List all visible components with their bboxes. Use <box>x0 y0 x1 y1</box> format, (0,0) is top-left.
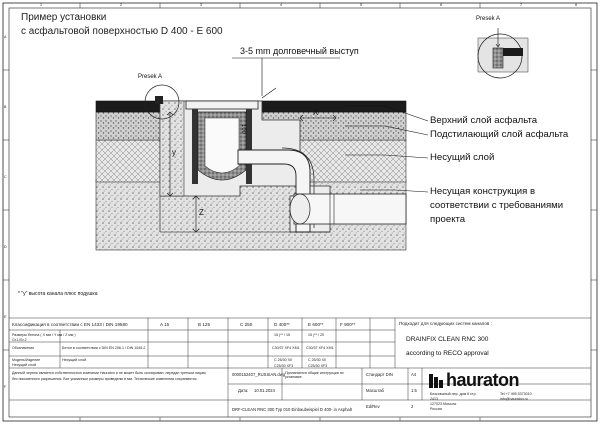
border-col-8: 8 <box>575 3 577 7</box>
note-designation: Обозначение <box>12 346 35 350</box>
date-value: 10.01.2024 <box>254 388 275 393</box>
row-base-layer: Несущий слой <box>62 358 87 362</box>
standard-label: Стандарт DIN <box>366 372 393 377</box>
dim-y: y <box>172 148 176 157</box>
company-country: Россия <box>430 407 442 411</box>
border-col-3: 3 <box>200 3 202 7</box>
class-b125: B 125 <box>198 322 211 327</box>
installation-instructions: Прилагаются общие инструкции по установке. <box>285 371 344 379</box>
file-name: DRF-CLEAN RNC 300 Тур 010 Einbaubeispiel D 400- in Asphalt <box>232 407 352 412</box>
border-col-7: 7 <box>520 3 522 7</box>
disclaimer-line2: без письменного разрешения. Все указанные размеры приведены в мм. Технические изменения сохраняются. <box>12 377 198 381</box>
inset-section-label: Presek A <box>476 16 501 22</box>
border-col-5: 5 <box>360 3 362 7</box>
row-classification: Классификация в соответствии с EN 1433 / DIN 19580 <box>12 322 128 327</box>
d-layer: C 25/30 X0 <box>274 358 292 362</box>
border-row-a: A <box>4 35 7 39</box>
border-row-c: C <box>4 175 7 179</box>
protrusion-note: 3-5 mm долговечный выступ <box>240 46 359 56</box>
note-model: Модель/Изделие <box>12 358 41 362</box>
d-dims: 15 (** / 15 <box>274 333 290 337</box>
e-layer2: C25/30 XF3 <box>308 364 328 368</box>
border-col-6: 6 <box>440 3 442 7</box>
callout-bearing-line3: проекта <box>430 214 466 225</box>
approval-product: DRAINFIX CLEAN RNC 300 <box>406 336 489 343</box>
class-f900: F 900** <box>340 322 356 327</box>
approval-reco: according to RECO approval <box>406 350 489 357</box>
company-address3: 127023 Moscow <box>430 402 457 406</box>
callout-bearing-line2: соответствии с требованиями <box>430 200 564 211</box>
channel-wall-left <box>192 109 198 184</box>
callout-binder-asphalt: Подстилающий слой асфальта <box>430 129 569 140</box>
hauraton-logo-icon <box>428 373 444 389</box>
drawing-number: 0000152407_RUSSIAN.dwg <box>232 372 286 377</box>
company-site: info@hauraton.ru <box>500 397 528 401</box>
note-group: Gr.1/Gr.2 <box>12 338 27 342</box>
spec-table-grid <box>9 318 591 417</box>
scale-value: 1:5 <box>411 388 417 393</box>
standard-value: A4 <box>411 372 417 377</box>
row-concrete: Бетон в соответствии с DIN EN 206-1 / DIN 1045-2 <box>62 346 146 350</box>
scale-label: Масштаб <box>366 388 384 393</box>
edition-value: 2 <box>411 404 414 409</box>
row-dimensions: Размеры бетона ( X мм / Y мм / Z мм ) <box>12 333 76 337</box>
main-section-label: Presek A <box>138 74 163 80</box>
e-dims: 15 (** / 20 <box>308 333 324 337</box>
callout-base-layer: Несущий слой <box>430 152 495 163</box>
callout-bearing-line1: Несущая конструкция в <box>430 186 536 197</box>
drawing-title-line2: с асфальтовой поверхностью D 400 - E 600 <box>21 26 223 37</box>
border-row-d: D <box>4 245 7 249</box>
class-c250: C 250 <box>240 322 253 327</box>
dim-z: Z <box>199 208 204 217</box>
company-logo-text: hauraton <box>446 370 520 390</box>
class-e600: E 600** <box>308 322 324 327</box>
company-address1: Безсоюзный пер. дом 6 стр. <box>430 392 477 396</box>
company-phone: Tel +7 495 5373010 <box>500 392 532 396</box>
border-col-1: 1 <box>40 3 42 7</box>
note-base-layer: Несущий слой <box>12 363 37 367</box>
border-row-b: B <box>4 105 7 109</box>
footnote: * "y" высота каналa плюс подушка <box>18 291 98 297</box>
class-a15: A 15 <box>160 322 170 327</box>
class-d400: D 400** <box>274 322 290 327</box>
company-address2: 2413 <box>430 397 438 401</box>
border-row-f: F <box>4 385 7 389</box>
callout-top-asphalt: Верхний слой асфальта <box>430 115 538 126</box>
border-row-e: E <box>4 315 7 319</box>
drain-pipe <box>294 194 406 224</box>
disclaimer-line1: Данный чертеж является собственностью компании Hauraton и не может быть скопирован, передан третьим лицам <box>12 371 206 375</box>
border-col-4: 4 <box>280 3 282 7</box>
d-layer2: C25/30 XF3 <box>274 364 294 368</box>
approval-head: Подходит для следующих систем каналов : <box>399 321 492 326</box>
dim-x: X <box>313 108 319 117</box>
e-concrete: C30/37 XF4 XM1 <box>306 346 334 350</box>
dim-inner: 100 <box>240 123 247 135</box>
border-col-2: 2 <box>120 3 122 7</box>
date-label: Дата: <box>238 388 249 393</box>
drawing-title-line1: Пример установки <box>21 12 107 23</box>
edition-label: Ed/Rev <box>366 404 380 409</box>
e-layer: C 25/30 X0 <box>308 358 326 362</box>
channel-wall-right <box>246 109 252 184</box>
grating <box>186 101 258 109</box>
d-concrete: C30/37 XF4 XM1 <box>272 346 300 350</box>
